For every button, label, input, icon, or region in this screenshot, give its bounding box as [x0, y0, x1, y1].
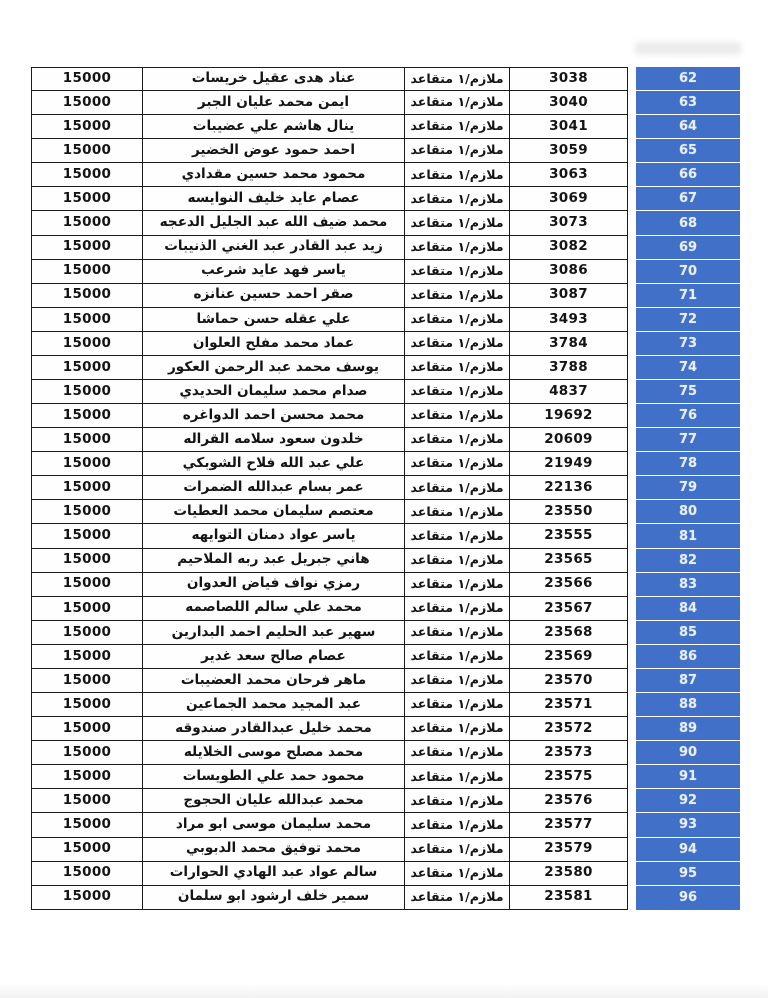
name-cell: محمد توفيق محمد الدبوبي [143, 838, 405, 862]
index-cell: 87 [636, 669, 740, 693]
rank-cell: ملازم/١ متقاعد [405, 67, 510, 91]
name-cell: احمد حمود عوض الخضير [143, 139, 405, 163]
rank-cell: ملازم/١ متقاعد [405, 284, 510, 308]
name-cell: علي عقله حسن حماشا [143, 308, 405, 332]
column-gap [628, 765, 636, 789]
rank-cell: ملازم/١ متقاعد [405, 765, 510, 789]
id-cell: 22136 [510, 476, 628, 500]
index-cell: 68 [636, 211, 740, 235]
id-cell: 23568 [510, 621, 628, 645]
index-cell: 62 [636, 67, 740, 91]
id-cell: 3784 [510, 332, 628, 356]
column-gap [628, 645, 636, 669]
name-cell: محمود محمد حسين مقدادي [143, 163, 405, 187]
name-cell: صقر احمد حسين عنانزه [143, 284, 405, 308]
rank-cell: ملازم/١ متقاعد [405, 500, 510, 524]
name-cell: ينال هاشم علي عضيبات [143, 115, 405, 139]
id-cell: 23566 [510, 573, 628, 597]
column-gap [628, 428, 636, 452]
rank-cell: ملازم/١ متقاعد [405, 452, 510, 476]
index-cell: 73 [636, 332, 740, 356]
amount-cell: 15000 [31, 838, 143, 862]
name-cell: علي عبد الله فلاح الشوبكي [143, 452, 405, 476]
name-cell: ياسر عواد دمنان التوايهه [143, 524, 405, 548]
index-cell: 77 [636, 428, 740, 452]
column-gap [628, 621, 636, 645]
amount-cell: 15000 [31, 452, 143, 476]
amount-cell: 15000 [31, 621, 143, 645]
index-cell: 96 [636, 886, 740, 910]
name-cell: محمد سليمان موسى ابو مراد [143, 813, 405, 837]
column-gap [628, 789, 636, 813]
amount-cell: 15000 [31, 380, 143, 404]
column-gap [628, 236, 636, 260]
column-gap [628, 476, 636, 500]
rank-cell: ملازم/١ متقاعد [405, 404, 510, 428]
index-cell: 65 [636, 139, 740, 163]
rank-cell: ملازم/١ متقاعد [405, 789, 510, 813]
column-gap [628, 308, 636, 332]
name-cell: زيد عبد القادر عبد الغني الذنيبات [143, 236, 405, 260]
index-cell: 63 [636, 91, 740, 115]
id-cell: 4837 [510, 380, 628, 404]
index-cell: 64 [636, 115, 740, 139]
id-cell: 19692 [510, 404, 628, 428]
name-cell: محمد محسن احمد الدواغره [143, 404, 405, 428]
amount-cell: 15000 [31, 404, 143, 428]
rank-cell: ملازم/١ متقاعد [405, 741, 510, 765]
column-gap [628, 115, 636, 139]
index-cell: 78 [636, 452, 740, 476]
column-gap [628, 211, 636, 235]
index-cell: 93 [636, 813, 740, 837]
index-cell: 72 [636, 308, 740, 332]
rank-cell: ملازم/١ متقاعد [405, 886, 510, 910]
amount-cell: 15000 [31, 308, 143, 332]
rank-cell: ملازم/١ متقاعد [405, 308, 510, 332]
index-cell: 81 [636, 524, 740, 548]
pension-table [31, 67, 740, 910]
id-cell: 3073 [510, 211, 628, 235]
id-cell: 23573 [510, 741, 628, 765]
index-cell: 83 [636, 573, 740, 597]
column-gap [628, 741, 636, 765]
index-cell: 91 [636, 765, 740, 789]
column-gap [628, 573, 636, 597]
amount-cell: 15000 [31, 886, 143, 910]
id-cell: 3493 [510, 308, 628, 332]
amount-cell: 15000 [31, 260, 143, 284]
amount-cell: 15000 [31, 862, 143, 886]
name-cell: سهير عبد الحليم احمد البدارين [143, 621, 405, 645]
id-cell: 3041 [510, 115, 628, 139]
rank-cell: ملازم/١ متقاعد [405, 669, 510, 693]
id-cell: 23569 [510, 645, 628, 669]
amount-cell: 15000 [31, 115, 143, 139]
index-cell: 85 [636, 621, 740, 645]
name-cell: عصام عايد خليف النوايسه [143, 187, 405, 211]
id-cell: 3086 [510, 260, 628, 284]
column-gap [628, 862, 636, 886]
column-gap [628, 838, 636, 862]
column-gap [628, 500, 636, 524]
name-cell: محمد خليل عبدالقادر صندوقه [143, 717, 405, 741]
name-cell: عبد المجيد محمد الجماعين [143, 693, 405, 717]
column-gap [628, 187, 636, 211]
name-cell: صدام محمد سليمان الحديدي [143, 380, 405, 404]
index-cell: 90 [636, 741, 740, 765]
rank-cell: ملازم/١ متقاعد [405, 524, 510, 548]
amount-cell: 15000 [31, 356, 143, 380]
name-cell: عصام صالح سعد غدير [143, 645, 405, 669]
id-cell: 3087 [510, 284, 628, 308]
index-cell: 75 [636, 380, 740, 404]
rank-cell: ملازم/١ متقاعد [405, 813, 510, 837]
rank-cell: ملازم/١ متقاعد [405, 428, 510, 452]
column-gap [628, 404, 636, 428]
column-gap [628, 91, 636, 115]
id-cell: 3040 [510, 91, 628, 115]
rank-cell: ملازم/١ متقاعد [405, 211, 510, 235]
amount-cell: 15000 [31, 789, 143, 813]
index-cell: 71 [636, 284, 740, 308]
id-cell: 23555 [510, 524, 628, 548]
index-cell: 84 [636, 597, 740, 621]
amount-cell: 15000 [31, 139, 143, 163]
id-cell: 23567 [510, 597, 628, 621]
amount-cell: 15000 [31, 741, 143, 765]
index-cell: 89 [636, 717, 740, 741]
name-cell: عماد محمد مفلح العلوان [143, 332, 405, 356]
id-cell: 23571 [510, 693, 628, 717]
name-cell: محمود حمد علي الطويسات [143, 765, 405, 789]
column-gap [628, 67, 636, 91]
id-cell: 23581 [510, 886, 628, 910]
amount-cell: 15000 [31, 284, 143, 308]
name-cell: عمر بسام عبدالله الضمرات [143, 476, 405, 500]
amount-cell: 15000 [31, 332, 143, 356]
index-cell: 95 [636, 862, 740, 886]
name-cell: خلدون سعود سلامه القراله [143, 428, 405, 452]
amount-cell: 15000 [31, 500, 143, 524]
amount-cell: 15000 [31, 813, 143, 837]
rank-cell: ملازم/١ متقاعد [405, 163, 510, 187]
rank-cell: ملازم/١ متقاعد [405, 187, 510, 211]
index-cell: 76 [636, 404, 740, 428]
rank-cell: ملازم/١ متقاعد [405, 621, 510, 645]
rank-cell: ملازم/١ متقاعد [405, 332, 510, 356]
amount-cell: 15000 [31, 717, 143, 741]
column-gap [628, 356, 636, 380]
amount-cell: 15000 [31, 669, 143, 693]
scan-artifact-bottom-strip [0, 985, 768, 998]
id-cell: 23579 [510, 838, 628, 862]
amount-cell: 15000 [31, 765, 143, 789]
name-cell: يوسف محمد عبد الرحمن العكور [143, 356, 405, 380]
index-cell: 92 [636, 789, 740, 813]
rank-cell: ملازم/١ متقاعد [405, 236, 510, 260]
id-cell: 23570 [510, 669, 628, 693]
index-cell: 66 [636, 163, 740, 187]
column-gap [628, 813, 636, 837]
id-cell: 3082 [510, 236, 628, 260]
id-cell: 3788 [510, 356, 628, 380]
name-cell: سمير خلف ارشود ابو سلمان [143, 886, 405, 910]
amount-cell: 15000 [31, 573, 143, 597]
id-cell: 21949 [510, 452, 628, 476]
id-cell: 23580 [510, 862, 628, 886]
rank-cell: ملازم/١ متقاعد [405, 549, 510, 573]
id-cell: 23577 [510, 813, 628, 837]
rank-cell: ملازم/١ متقاعد [405, 476, 510, 500]
column-gap [628, 597, 636, 621]
rank-cell: ملازم/١ متقاعد [405, 115, 510, 139]
id-cell: 23572 [510, 717, 628, 741]
amount-cell: 15000 [31, 67, 143, 91]
rank-cell: ملازم/١ متقاعد [405, 260, 510, 284]
column-gap [628, 163, 636, 187]
amount-cell: 15000 [31, 597, 143, 621]
id-cell: 23575 [510, 765, 628, 789]
column-gap [628, 717, 636, 741]
index-cell: 79 [636, 476, 740, 500]
id-cell: 3069 [510, 187, 628, 211]
index-cell: 94 [636, 838, 740, 862]
rank-cell: ملازم/١ متقاعد [405, 597, 510, 621]
index-cell: 70 [636, 260, 740, 284]
id-cell: 3063 [510, 163, 628, 187]
rank-cell: ملازم/١ متقاعد [405, 693, 510, 717]
amount-cell: 15000 [31, 91, 143, 115]
amount-cell: 15000 [31, 187, 143, 211]
id-cell: 23565 [510, 549, 628, 573]
index-cell: 67 [636, 187, 740, 211]
index-cell: 82 [636, 549, 740, 573]
name-cell: عناد هدى عقيل خريسات [143, 67, 405, 91]
name-cell: سالم عواد عبد الهادي الحوارات [143, 862, 405, 886]
column-gap [628, 332, 636, 356]
column-gap [628, 669, 636, 693]
name-cell: معتصم سليمان محمد العطيات [143, 500, 405, 524]
column-gap [628, 139, 636, 163]
column-gap [628, 284, 636, 308]
column-gap [628, 524, 636, 548]
index-cell: 80 [636, 500, 740, 524]
index-cell: 86 [636, 645, 740, 669]
index-cell: 88 [636, 693, 740, 717]
column-gap [628, 380, 636, 404]
id-cell: 23576 [510, 789, 628, 813]
column-gap [628, 260, 636, 284]
column-gap [628, 549, 636, 573]
amount-cell: 15000 [31, 428, 143, 452]
name-cell: محمد عبدالله عليان الحجوج [143, 789, 405, 813]
id-cell: 23550 [510, 500, 628, 524]
id-cell: 20609 [510, 428, 628, 452]
column-gap [628, 693, 636, 717]
name-cell: هاني جبريل عبد ربه الملاحيم [143, 549, 405, 573]
amount-cell: 15000 [31, 236, 143, 260]
rank-cell: ملازم/١ متقاعد [405, 573, 510, 597]
id-cell: 3038 [510, 67, 628, 91]
name-cell: محمد علي سالم اللصاصمه [143, 597, 405, 621]
amount-cell: 15000 [31, 549, 143, 573]
rank-cell: ملازم/١ متقاعد [405, 91, 510, 115]
rank-cell: ملازم/١ متقاعد [405, 380, 510, 404]
amount-cell: 15000 [31, 524, 143, 548]
column-gap [628, 452, 636, 476]
index-cell: 74 [636, 356, 740, 380]
index-cell: 69 [636, 236, 740, 260]
rank-cell: ملازم/١ متقاعد [405, 838, 510, 862]
rank-cell: ملازم/١ متقاعد [405, 645, 510, 669]
name-cell: رمزي نواف فياض العدوان [143, 573, 405, 597]
rank-cell: ملازم/١ متقاعد [405, 862, 510, 886]
name-cell: ماهر فرحان محمد العضيبات [143, 669, 405, 693]
amount-cell: 15000 [31, 645, 143, 669]
name-cell: محمد ضيف الله عبد الجليل الدعجه [143, 211, 405, 235]
name-cell: ايمن محمد عليان الجبر [143, 91, 405, 115]
rank-cell: ملازم/١ متقاعد [405, 356, 510, 380]
id-cell: 3059 [510, 139, 628, 163]
name-cell: ياسر فهد عايد شرعب [143, 260, 405, 284]
rank-cell: ملازم/١ متقاعد [405, 139, 510, 163]
amount-cell: 15000 [31, 211, 143, 235]
amount-cell: 15000 [31, 693, 143, 717]
name-cell: محمد مصلح موسى الخلايله [143, 741, 405, 765]
amount-cell: 15000 [31, 476, 143, 500]
scan-artifact-smudge [634, 42, 742, 55]
rank-cell: ملازم/١ متقاعد [405, 717, 510, 741]
column-gap [628, 886, 636, 910]
amount-cell: 15000 [31, 163, 143, 187]
